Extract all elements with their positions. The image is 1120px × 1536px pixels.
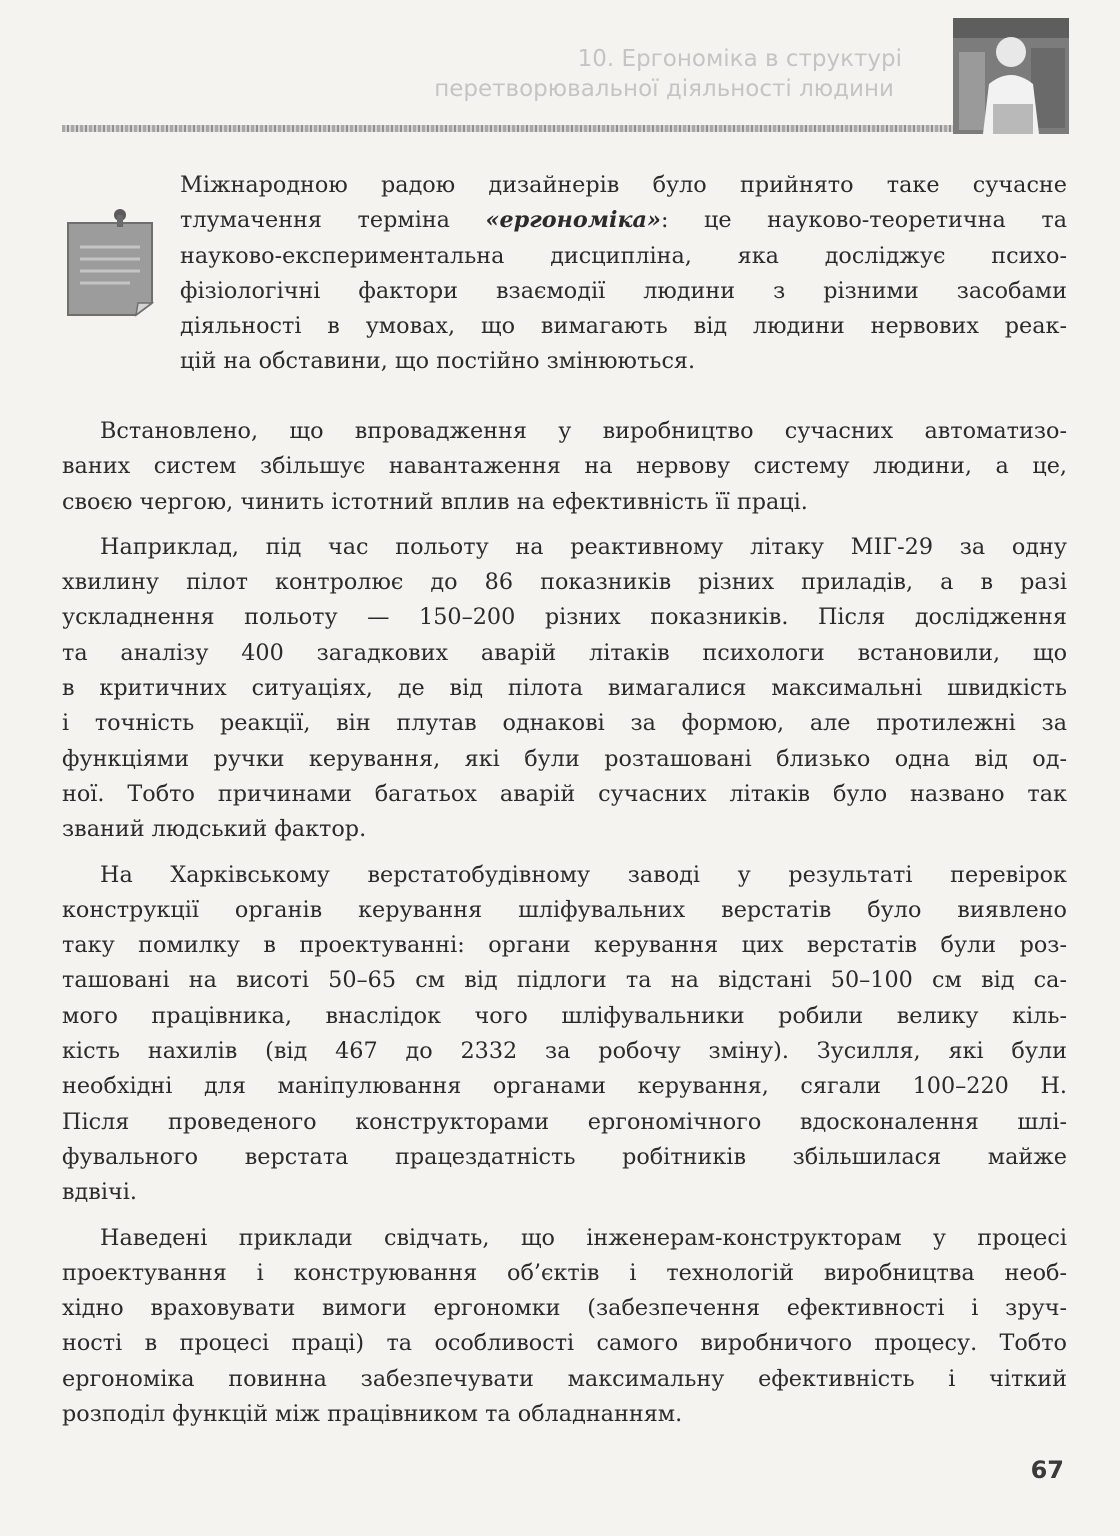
text-line: фувального верстата працездатність робітників збільшилася майже: [62, 1143, 1067, 1170]
text-line: На Харківському верстатобудівному заводі у результаті перевірок: [100, 861, 1067, 888]
text-line: ної. Тобто причинами багатьох аварій сучасних літаків було названо так: [62, 780, 1067, 807]
note-line: цій на обставини, що постійно змінюються.: [180, 348, 696, 375]
text-line: та аналізу 400 загадкових аварій літаків психологи встановили, що: [62, 639, 1067, 666]
term-ergonomics: «ергономіка»: [485, 207, 661, 234]
text-line: своєю чергою, чинить істотний вплив на ефективність її праці.: [62, 488, 808, 515]
text-line: конструкції органів керування шліфувальних верстатів було виявлено: [62, 896, 1067, 923]
chapter-title-line2: перетворювальної діяльності людини: [434, 76, 894, 102]
page-number: 67: [1030, 1456, 1064, 1484]
text-line: ташовані на висоті 50–65 см від підлоги та на відстані 50–100 см від са-: [62, 967, 1067, 994]
paragraph-4: [62, 1221, 1067, 1433]
text-line: мого працівника, внаслідок чого шліфувальники робили велику кіль-: [62, 1002, 1067, 1029]
definition-note: [180, 168, 1067, 380]
text-line: розподіл функцій між працівником та обладнанням.: [62, 1401, 683, 1428]
note-text-fragment: тлумачення терміна: [180, 207, 486, 234]
text-line: вдвічі.: [62, 1179, 137, 1206]
chapter-header: [434, 44, 902, 104]
text-line: Після проведеного конструкторами ергономічного вдосконалення шлі-: [62, 1108, 1067, 1135]
paragraph-2: [62, 530, 1067, 848]
text-line: таку помилку в проектуванні: органи керування цих верстатів були роз-: [62, 932, 1067, 959]
paragraph-3: [62, 858, 1067, 1211]
pinned-note-icon: [60, 207, 160, 319]
text-line: званий людський фактор.: [62, 816, 367, 843]
text-line: необхідні для маніпулювання органами керування, сягали 100–220 Н.: [62, 1073, 1067, 1100]
note-text-fragment: : це науково-теоретична та: [660, 207, 1067, 234]
person-photo-icon: [953, 18, 1069, 134]
text-line: ергономіка повинна забезпечувати максимальну ефективність і чіткий: [62, 1365, 1067, 1392]
text-line: Встановлено, що впровадження у виробництво сучасних автоматизо-: [100, 418, 1067, 444]
text-line: Наведені приклади свідчать, що інженерам-конструкторам у процесі: [100, 1224, 1067, 1251]
note-line: фізіологічні фактори взаємодії людини з різними засобами: [180, 277, 1067, 304]
note-line: діяльності в умовах, що вимагають від людини нервових реак-: [180, 313, 1067, 340]
text-line: проектування і конструювання об’єктів і технологій виробництва необ-: [62, 1259, 1067, 1286]
text-line: в критичних ситуаціях, де від пілота вимагалися максимальні швидкість: [62, 675, 1067, 702]
text-line: хідно враховувати вимоги ергономки (забезпечення ефективності і зруч-: [62, 1295, 1067, 1322]
body-text: [62, 414, 1067, 1442]
header-divider: [62, 125, 960, 132]
text-line: функціями ручки керування, які були розташовані близько одна від од-: [62, 745, 1067, 772]
text-line: хвилину пілот контролює до 86 показників різних приладів, а в разі: [62, 569, 1067, 596]
text-line: ваних систем збільшує навантаження на нервову систему людини, а це,: [62, 453, 1067, 480]
note-line: Міжнародною радою дизайнерів було прийнято таке сучасне: [180, 172, 1067, 198]
text-line: кість нахилів (від 467 до 2332 за робочу зміну). Зусилля, які були: [62, 1038, 1067, 1065]
text-line: ності в процесі праці) та особливості самого виробничого процесу. Тобто: [62, 1330, 1067, 1357]
text-line: Наприклад, під час польоту на реактивному літаку МІГ-29 за одну: [100, 533, 1067, 560]
chapter-title-line1: 10. Ергономіка в структурі: [577, 46, 902, 72]
text-line: ускладнення польоту — 150–200 різних показників. Після дослідження: [62, 604, 1067, 631]
note-line: [180, 203, 1067, 238]
paragraph-1: [62, 414, 1067, 520]
text-line: і точність реакції, він плутав однакові за формою, але протилежні за: [62, 710, 1067, 737]
note-line: науково-експериментальна дисципліна, яка досліджує психо-: [180, 242, 1067, 269]
